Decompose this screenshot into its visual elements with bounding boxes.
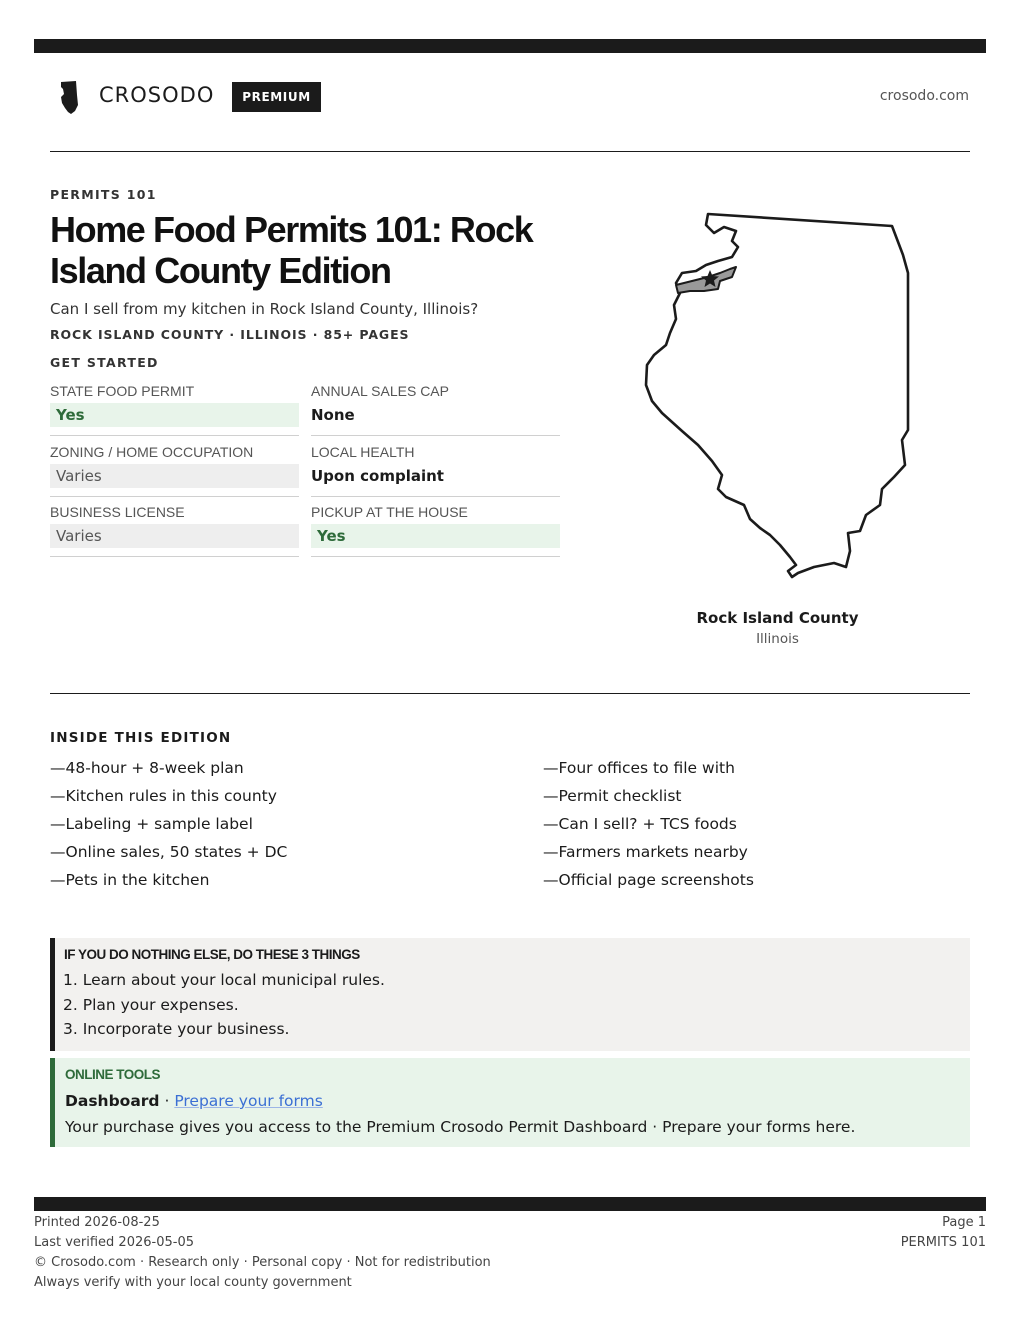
- tools-dashboard-line: [65, 1090, 323, 1112]
- fact-label: LOCAL HEALTH: [311, 444, 415, 460]
- fact-state-food-permit: [50, 381, 299, 436]
- illinois-outline: [646, 214, 908, 577]
- callout-list: [63, 969, 385, 1043]
- top-rule-bar: [34, 39, 986, 53]
- fact-annual-sales-cap: [311, 381, 560, 436]
- dashboard-label: Dashboard: [65, 1092, 160, 1110]
- callout-item: 1. Learn about your local municipal rules.: [63, 971, 385, 989]
- fact-label: BUSINESS LICENSE: [50, 504, 185, 520]
- fact-value: Yes: [50, 403, 299, 427]
- premium-badge: PREMIUM: [232, 82, 321, 112]
- illinois-logo-icon: [59, 81, 81, 115]
- footer-section: PERMITS 101: [900, 1235, 986, 1250]
- footer-right: [901, 1213, 986, 1253]
- callout-title: IF YOU DO NOTHING ELSE, DO THESE 3 THINGS: [64, 947, 360, 962]
- footer-disclaimer: Always verify with your local county government: [34, 1275, 352, 1290]
- toc-item: —48-hour + 8-week plan: [50, 759, 244, 777]
- toc-item: —Farmers markets nearby: [543, 843, 748, 861]
- top-three-callout: [50, 938, 970, 1051]
- header-divider: [50, 151, 970, 152]
- fact-business-license: [50, 502, 299, 557]
- footer-printed-date: Printed 2026-08-25: [34, 1215, 160, 1230]
- toc-item: —Online sales, 50 states + DC: [50, 843, 288, 861]
- fact-label: ZONING / HOME OCCUPATION: [50, 444, 254, 460]
- callout-item: 3. Incorporate your business.: [63, 1020, 290, 1038]
- map-caption-county: Rock Island County: [696, 609, 859, 627]
- footer-page-number: Page 1: [942, 1215, 986, 1230]
- toc-list-right: [543, 757, 754, 897]
- fact-value: Varies: [50, 464, 299, 488]
- tools-separator: ·: [159, 1092, 175, 1110]
- toc-item: —Permit checklist: [543, 787, 682, 805]
- fact-label: STATE FOOD PERMIT: [50, 383, 195, 399]
- edition-meta: ROCK ISLAND COUNTY · ILLINOIS · 85+ PAGES: [50, 327, 410, 342]
- footer-verified-date: Last verified 2026-05-05: [34, 1235, 194, 1250]
- bottom-rule-bar: [34, 1197, 986, 1211]
- footer-left: [34, 1213, 491, 1293]
- prepare-forms-link[interactable]: Prepare your forms: [174, 1092, 323, 1110]
- state-map: [640, 205, 920, 585]
- online-tools-box: [50, 1058, 970, 1147]
- fact-value: Yes: [311, 524, 560, 548]
- section-kicker: PERMITS 101: [50, 187, 157, 202]
- fact-label: ANNUAL SALES CAP: [311, 383, 449, 399]
- site-url-link[interactable]: crosodo.com: [879, 88, 969, 104]
- toc-item: —Four offices to file with: [543, 759, 735, 777]
- tools-title: ONLINE TOOLS: [65, 1067, 161, 1082]
- fact-value: Upon complaint: [311, 467, 444, 485]
- fact-local-health: [311, 442, 560, 497]
- page-subtitle: Can I sell from my kitchen in Rock Island County, Illinois?: [50, 300, 479, 318]
- toc-item: —Can I sell? + TCS foods: [543, 815, 737, 833]
- section-divider: [50, 693, 970, 694]
- toc-item: —Labeling + sample label: [50, 815, 253, 833]
- toc-list-left: [50, 757, 287, 897]
- page-title: Home Food Permits 101: Rock Island County Edition: [50, 209, 533, 291]
- tools-description: Your purchase gives you access to the Premium Crosodo Permit Dashboard · Prepare your forms here.: [65, 1118, 856, 1136]
- callout-item: 2. Plan your expenses.: [63, 995, 239, 1014]
- fact-value: Varies: [50, 524, 299, 548]
- toc-item: —Pets in the kitchen: [50, 871, 210, 889]
- map-caption-state: Illinois: [756, 631, 799, 647]
- illinois-map-svg: [640, 205, 920, 585]
- fact-value: None: [311, 406, 355, 424]
- fact-zoning: [50, 442, 299, 497]
- get-started-heading: GET STARTED: [50, 355, 159, 370]
- toc-item: —Kitchen rules in this county: [50, 787, 277, 805]
- toc-item: —Official page screenshots: [543, 871, 754, 889]
- fact-pickup: [311, 502, 560, 557]
- header: [50, 70, 970, 126]
- fact-label: PICKUP AT THE HOUSE: [311, 504, 468, 520]
- toc-heading: INSIDE THIS EDITION: [50, 730, 232, 746]
- footer-copyright: © Crosodo.com · Research only · Personal copy · Not for redistribution: [34, 1255, 491, 1270]
- brand-name: CROSODO: [99, 83, 215, 107]
